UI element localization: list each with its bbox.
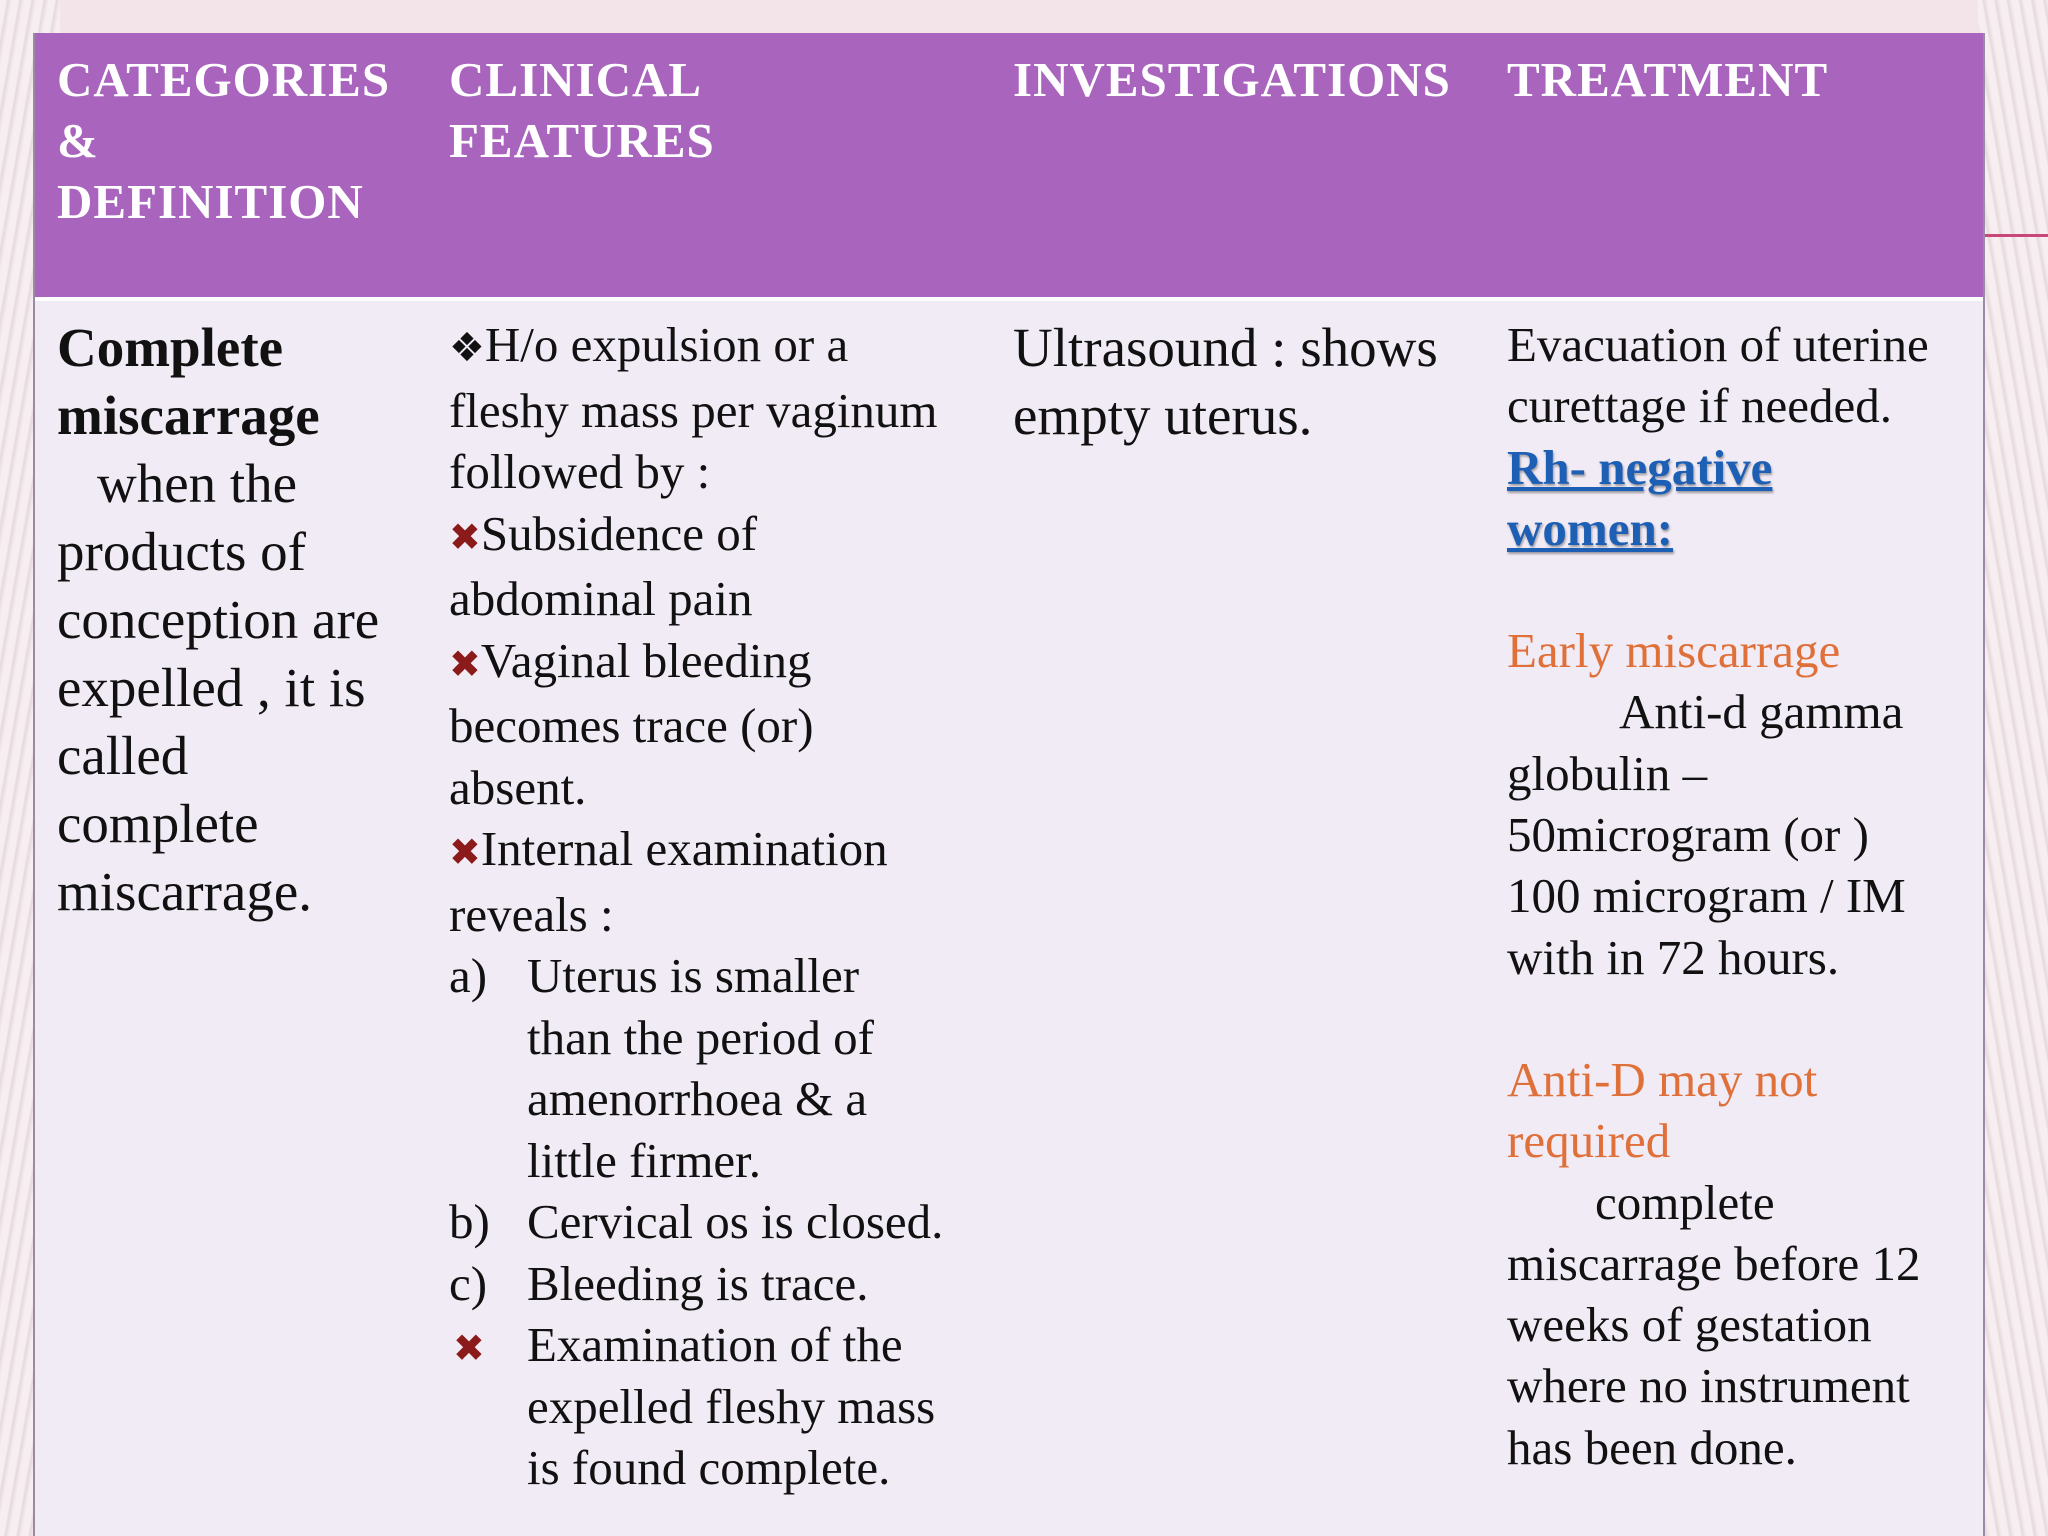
clinical-line: Subsidence of	[480, 505, 758, 561]
clinical-features-cell	[449, 314, 1019, 1499]
clinical-line: Uterus is smaller	[527, 948, 860, 1003]
clinical-line: Cervical os is closed.	[527, 1194, 944, 1249]
header-text: DEFINITION	[57, 174, 364, 229]
definition-line: miscarrage.	[57, 861, 312, 922]
x-bullet-icon: ✖	[449, 641, 481, 686]
treatment-line: Evacuation of uterine	[1507, 317, 1929, 372]
clinical-line: followed by :	[449, 444, 711, 499]
category-title: Complete	[57, 317, 284, 378]
spacer	[1507, 988, 1977, 1049]
x-bullet-icon: ✖	[453, 1326, 485, 1370]
clinical-item	[449, 818, 1019, 884]
clinical-line: is found complete.	[527, 1440, 891, 1495]
header-text: TREATMENT	[1507, 52, 1829, 107]
header-clinical-features	[449, 49, 969, 171]
definition-line: expelled , it is	[57, 657, 366, 718]
categories-cell	[57, 314, 427, 926]
diamond-bullet-icon: ❖	[449, 325, 485, 371]
sub-item-text	[527, 945, 874, 1191]
treatment-line: complete	[1595, 1174, 1775, 1230]
clinical-line: than the period of	[527, 1009, 874, 1065]
investigations-cell	[1013, 314, 1493, 450]
clinical-line: little firmer.	[527, 1132, 762, 1188]
accent-line	[1978, 234, 2048, 237]
investigation-line: empty uterus.	[1013, 385, 1313, 446]
clinical-line: Examination of the	[527, 1317, 903, 1372]
antid-heading: required	[1507, 1113, 1671, 1169]
x-bullet-wrap	[449, 1314, 527, 1499]
sub-item-mark: b)	[449, 1194, 490, 1249]
clinical-line: absent.	[449, 759, 587, 815]
clinical-intro	[449, 314, 1019, 380]
clinical-line: amenorrhoea & a	[527, 1071, 868, 1126]
treatment-line: weeks of gestation	[1507, 1297, 1872, 1353]
sub-item-mark: c)	[449, 1255, 488, 1311]
sub-item-b	[449, 1191, 1019, 1253]
table-header-row	[35, 33, 1983, 301]
header-treatment	[1507, 49, 1967, 110]
treatment-line: 50microgram (or )	[1507, 807, 1869, 863]
sub-item-mark: a)	[449, 948, 488, 1003]
antid-heading: Anti-D may not	[1507, 1051, 1818, 1107]
header-text: &	[57, 113, 99, 168]
treatment-line: miscarrage before 12	[1507, 1235, 1921, 1291]
header-investigations	[1013, 49, 1493, 110]
treatment-line: where no instrument	[1507, 1358, 1910, 1414]
category-title: miscarrage	[57, 385, 320, 446]
treatment-line: curettage if needed.	[1507, 378, 1892, 434]
treatment-cell	[1507, 314, 1977, 1478]
clinical-line: Bleeding is trace.	[527, 1255, 869, 1311]
sub-item-a	[449, 945, 1019, 1191]
clinical-line: fleshy mass per vaginum	[449, 382, 938, 438]
definition-line: conception are	[57, 589, 380, 650]
miscarriage-table	[33, 33, 1985, 1536]
clinical-item	[449, 630, 1019, 696]
header-text: CATEGORIES	[57, 52, 391, 107]
x-bullet-icon: ✖	[449, 514, 481, 559]
treatment-line: 100 microgram / IM	[1507, 868, 1906, 924]
clinical-line: Internal examination	[480, 821, 888, 876]
header-categories	[57, 49, 437, 232]
clinical-line: reveals :	[449, 886, 614, 942]
background-stripes-right	[1978, 0, 2048, 1536]
rh-negative-link[interactable]: women:	[1507, 500, 1674, 556]
x-bullet-icon: ✖	[449, 830, 481, 874]
spacer	[1507, 559, 1977, 620]
clinical-line: H/o expulsion or a	[484, 317, 849, 372]
header-text: INVESTIGATIONS	[1013, 52, 1451, 107]
header-text: FEATURES	[449, 113, 715, 168]
clinical-line: abdominal pain	[449, 571, 753, 626]
header-text: CLINICAL	[449, 52, 703, 107]
definition-line: called	[57, 725, 189, 786]
early-miscarrage-heading: Early miscarrage	[1507, 623, 1841, 679]
investigation-line: Ultrasound : shows	[1013, 317, 1438, 378]
clinical-line: Vaginal bleeding	[480, 632, 812, 688]
definition-line: when the	[97, 453, 298, 514]
treatment-line: has been done.	[1507, 1419, 1797, 1475]
treatment-line: globulin –	[1507, 745, 1708, 801]
clinical-item-examination	[449, 1314, 1019, 1499]
definition-line: complete	[57, 793, 259, 854]
sub-item-c	[449, 1253, 1019, 1315]
clinical-line: expelled fleshy mass	[527, 1378, 936, 1434]
treatment-line: with in 72 hours.	[1507, 929, 1840, 985]
treatment-line: Anti-d gamma	[1619, 684, 1904, 740]
clinical-item	[449, 503, 1019, 569]
sub-item-text	[527, 1314, 935, 1499]
definition-line: products of	[57, 521, 306, 582]
rh-negative-link[interactable]: Rh- negative	[1507, 439, 1773, 495]
clinical-line: becomes trace (or)	[449, 698, 814, 753]
